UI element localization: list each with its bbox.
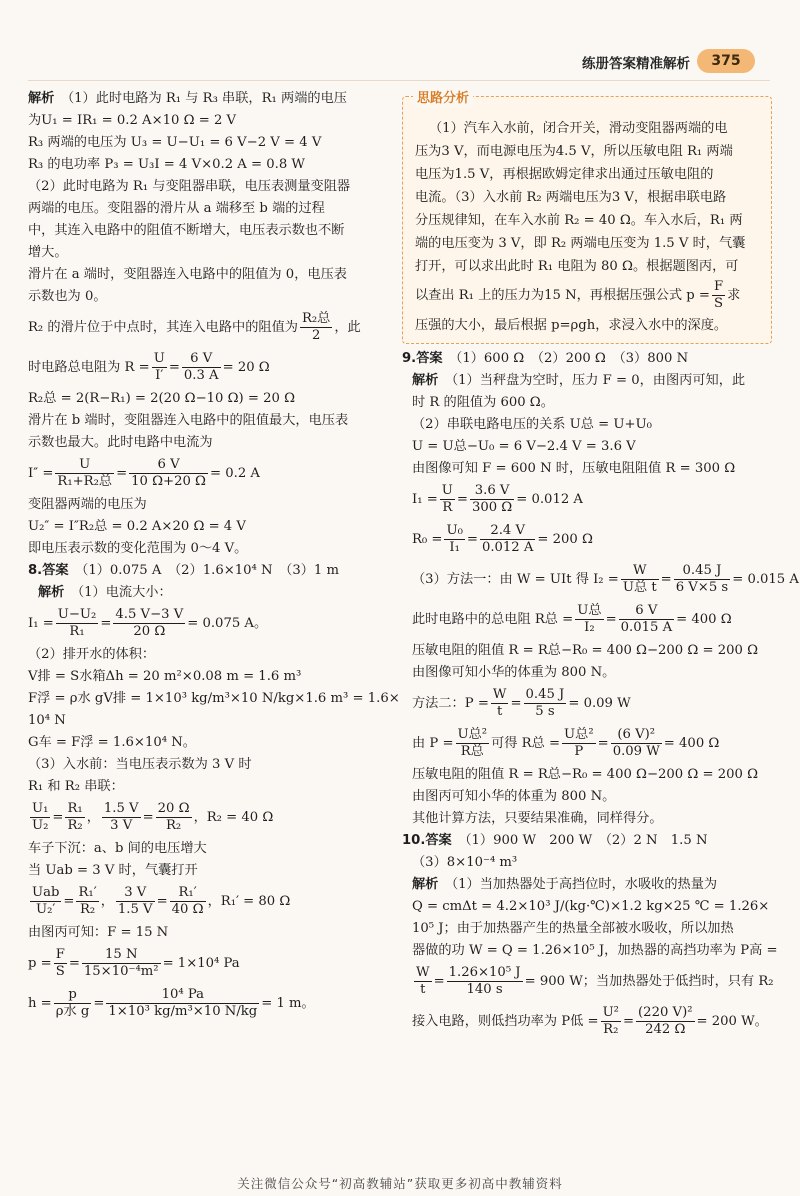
formula-line: I₁ = $\frac{U}{R}$ = $\frac{3.6 V}{300 \Omega}$ = 0.012 A xyxy=(412,483,583,515)
q9-answer: 9.答案 （1）600 Ω （2）200 Ω （3）800 N xyxy=(402,351,689,366)
text-line: 解析 （1）此时电路为 R₁ 与 R₃ 串联，R₁ 两端的电压 xyxy=(28,91,347,106)
text-line: R₂总 = 2(R−R₁) = 2(20 Ω−10 Ω) = 20 Ω xyxy=(28,391,296,406)
box-text xyxy=(415,117,761,278)
formula-line: R₀ = $\frac{\text{U₀}}{\text{I₁}}$ = $\frac{2.4 V}{0.012 A}$ = 200 Ω xyxy=(412,523,593,555)
formula-line: 方法二：P = $\frac{W}{t}$ = $\frac{0.45 J}{5 s}$ = 0.09 W xyxy=(412,687,631,719)
text-line: 车子下沉：a、b 间的电压增大 xyxy=(28,841,207,856)
text-line: 由图像可知 F = 600 N 时，压敏电阻阻值 R = 300 Ω xyxy=(412,461,736,476)
formula-line: $\frac{W}{t}$ = $\frac{\text{1.26×10⁵ J}}{140 s}$ = 900 W；当加热器处于低挡时，只有 R₂ xyxy=(416,965,774,997)
text-line: R₁ 和 R₂ 串联： xyxy=(28,779,124,794)
text-line: 由图像可知小华的体重为 800 N。 xyxy=(412,665,616,680)
formula-line: $\frac{\text{Uab}}{\text{U₂′}}$ = $\frac{\text{R₁′}}{\text{R₂}}$ ， $\frac{3 V}{1.5 V}$ = $\frac{\text{R₁′}}{40 \Omega}$ ，R₁′ = 80 Ω xyxy=(32,885,291,917)
text-line: 由图丙可知：F = 15 N xyxy=(28,925,169,940)
text-line: F浮 = ρ水 gV排 = 1×10³ kg/m³×10 N/kg×1.6 m³ = 1.6× xyxy=(28,691,400,706)
text-line: 10⁵ J；由于加热器产生的热量全部被水吸收，所以加热 xyxy=(412,921,734,936)
formula-line: 时电路总电阻为 R = $\frac{U}{I'}$ = $\frac{6 V}{0.3 A}$ = 20 Ω xyxy=(28,351,270,383)
text-line: 10⁴ N xyxy=(28,713,66,728)
text-line: R₃ 的电功率 P₃ = U₃I = 4 V×0.2 A = 0.8 W xyxy=(28,157,305,172)
text-line: 打开，可以求出此时 R₁ 电阻为 80 Ω。根据题图丙，可 xyxy=(415,259,739,274)
text-line: 压强的大小，最后根据 p=ρgh，求浸入水中的深度。 xyxy=(415,318,728,333)
text-line: 示数也为 0。 xyxy=(28,289,107,304)
text-line: 滑片在 a 端时，变阻器连入电路中的阻值为 0，电压表 xyxy=(28,267,347,282)
q10-analysis-head: 解析 （1）当加热器处于高挡位时，水吸收的热量为 xyxy=(412,877,718,892)
text-line: 时 R 的阻值为 600 Ω。 xyxy=(412,395,554,410)
text-line: （2）此时电路为 R₁ 与变阻器串联，电压表测量变阻器 xyxy=(28,179,351,194)
formula-line: 此时电路中的总电阻 R总 = $\frac{\text{U总}}{\text{I₂}}$ = $\frac{6 V}{0.015 A}$ = 400 Ω xyxy=(412,603,732,635)
formula-line: 接入电路，则低挡功率为 P低 = $\frac{\text{U²}}{\text{R₂}}$ = $\frac{\text{(220 V)²}}{242 \Omega}$ = 200 W。 xyxy=(412,1005,768,1037)
text-line: 即电压表示数的变化范围为 0～4 V。 xyxy=(28,541,248,556)
q8-answer: 8.答案 （1）0.075 A （2）1.6×10⁴ N （3）1 m xyxy=(28,563,339,578)
text-line: R₃ 两端的电压为 U₃ = U−U₁ = 6 V−2 V = 4 V xyxy=(28,135,322,150)
text-line: （2）串联电路电压的关系 U总 = U+U₀ xyxy=(412,417,652,432)
header-divider xyxy=(28,80,770,81)
box-label: 思路分析 xyxy=(413,87,473,106)
formula-line: $\frac{\text{U₁}}{\text{U₂}}$ = $\frac{\text{R₁}}{\text{R₂}}$ ， $\frac{1.5 V}{3 V}$ = $\frac{20 \Omega}{\text{R₂}}$ ，R₂ = 40 Ω xyxy=(32,801,274,833)
text-line: 端的电压变为 3 V，即 R₂ 两端电压变为 1.5 V 时，气囊 xyxy=(415,236,746,251)
text-line: 两端的电压。变阻器的滑片从 a 端移至 b 端的过程 xyxy=(28,201,325,216)
text-line: （2）排开水的体积： xyxy=(28,647,156,662)
text-line: 器做的功 W = Q = 1.26×10⁵ J，加热器的高挡功率为 P高 = xyxy=(412,943,778,958)
text-line: G车 = F浮 = 1.6×10⁴ N。 xyxy=(28,735,196,750)
text-line: 电流。（3）入水前 R₂ 两端电压为3 V，根据串联电路 xyxy=(415,190,727,205)
formula-line: R₂ 的滑片位于中点时，其连入电路中的阻值为 $\frac{\text{R₂总}}{2}$ ，此 xyxy=(28,311,361,343)
text-line: 压为3 V，而电源电压为4.5 V，所以压敏电阻 R₁ 两端 xyxy=(415,144,733,159)
text-line: U₂″ = I″R₂总 = 0.2 A×20 Ω = 4 V xyxy=(28,519,246,534)
text-line: 变阻器两端的电压为 xyxy=(28,497,147,512)
analysis-box xyxy=(402,91,772,344)
text-line: 增大。 xyxy=(28,245,68,260)
formula-line: 以查出 R₁ 上的压力为15 N，再根据压强公式 p = $\frac{F}{S}$ 求 xyxy=(415,279,741,311)
text-line: 中，其连入电路中的阻值不断增大，电压表示数也不断 xyxy=(28,223,345,238)
text-line: 电压为1.5 V，再根据欧姆定律求出通过压敏电阻的 xyxy=(415,167,714,182)
text-line: Q = cmΔt = 4.2×10³ J/(kg·℃)×1.2 kg×25 ℃ = 1.26× xyxy=(412,899,770,914)
text-line: （1）汽车入水前，闭合开关，滑动变阻器两端的电 xyxy=(429,121,728,136)
q8-analysis-head: 解析 （1）电流大小： xyxy=(38,585,172,600)
page-number: 375 xyxy=(697,49,755,73)
text-line: 压敏电阻的阻值 R = R总−R₀ = 400 Ω−200 Ω = 200 Ω xyxy=(412,767,759,782)
formula-line: I₁ = $\frac{\text{U−U₂}}{\text{R₁}}$ = $\frac{4.5 V-3 V}{20 \Omega}$ = 0.075 A。 xyxy=(28,607,268,639)
text-line: 滑片在 b 端时，变阻器连入电路中的阻值最大，电压表 xyxy=(28,413,349,428)
q7-analysis xyxy=(28,88,390,308)
text-line: U = U总−U₀ = 6 V−2.4 V = 3.6 V xyxy=(412,439,636,454)
right-column xyxy=(402,88,799,1042)
text-line: 压敏电阻的阻值 R = R总−R₀ = 400 Ω−200 Ω = 200 Ω xyxy=(412,643,759,658)
text-line: 示数也最大。此时电路中电流为 xyxy=(28,435,213,450)
formula-line: h = $\frac{p}{\text{ρ水 g}}$ = $\frac{\text{10⁴ Pa}}{\text{1×10³ kg/m³×10 N/kg}}$ = 1 m。 xyxy=(28,987,315,1019)
header-title: 练册答案精准解析 xyxy=(582,56,690,72)
text-line: 为U₁ = IR₁ = 0.2 A×10 Ω = 2 V xyxy=(28,113,237,128)
formula-line: 由 P = $\frac{\text{U总²}}{\text{R总}}$ 可得 R总 = $\frac{\text{U总²}}{P}$ = $\frac{\text{(6 V)²}}{0.09 W}$ = 400 Ω xyxy=(412,727,720,759)
q9-analysis-head: 解析 （1）当秤盘为空时，压力 F = 0，由图丙可知，此 xyxy=(412,373,746,388)
left-column xyxy=(28,88,400,1024)
formula-line: （3）方法一：由 W = UIt 得 I₂ = $\frac{W}{\text{U总 t}}$ = $\frac{0.45 J}{6 V\times 5 s}$ = 0.015 A xyxy=(412,563,799,595)
text-line: 当 Uab = 3 V 时，气囊打开 xyxy=(28,863,198,878)
footer-watermark: 关注微信公众号“初高教辅站”获取更多初高中教辅资料 xyxy=(237,1176,563,1191)
formula-line: p = $\frac{F}{S}$ = $\frac{15 N}{\text{15×10⁻⁴m²}}$ = 1×10⁴ Pa xyxy=(28,947,240,979)
q10-answer-cont: （3）8×10⁻⁴ m³ xyxy=(412,855,518,870)
text-line: 其他计算方法，只要结果准确，同样得分。 xyxy=(412,811,663,826)
text-line: V排 = S水箱Δh = 20 m²×0.08 m = 1.6 m³ xyxy=(28,669,302,684)
text-line: 由图丙可知小华的体重为 800 N。 xyxy=(412,789,616,804)
text-line: 分压规律知，在车入水前 R₂ = 40 Ω。车入水后，R₁ 两 xyxy=(415,213,743,228)
q10-answer: 10.答案 （1）900 W 200 W （2）2 N 1.5 N xyxy=(402,833,708,848)
text-line: （3）入水前：当电压表示数为 3 V 时 xyxy=(28,757,252,772)
formula-line: I″ = $\frac{U}{\text{R₁+R₂总}}$ = $\frac{6 V}{10 \Omega+20 \Omega}$ = 0.2 A xyxy=(28,457,260,489)
